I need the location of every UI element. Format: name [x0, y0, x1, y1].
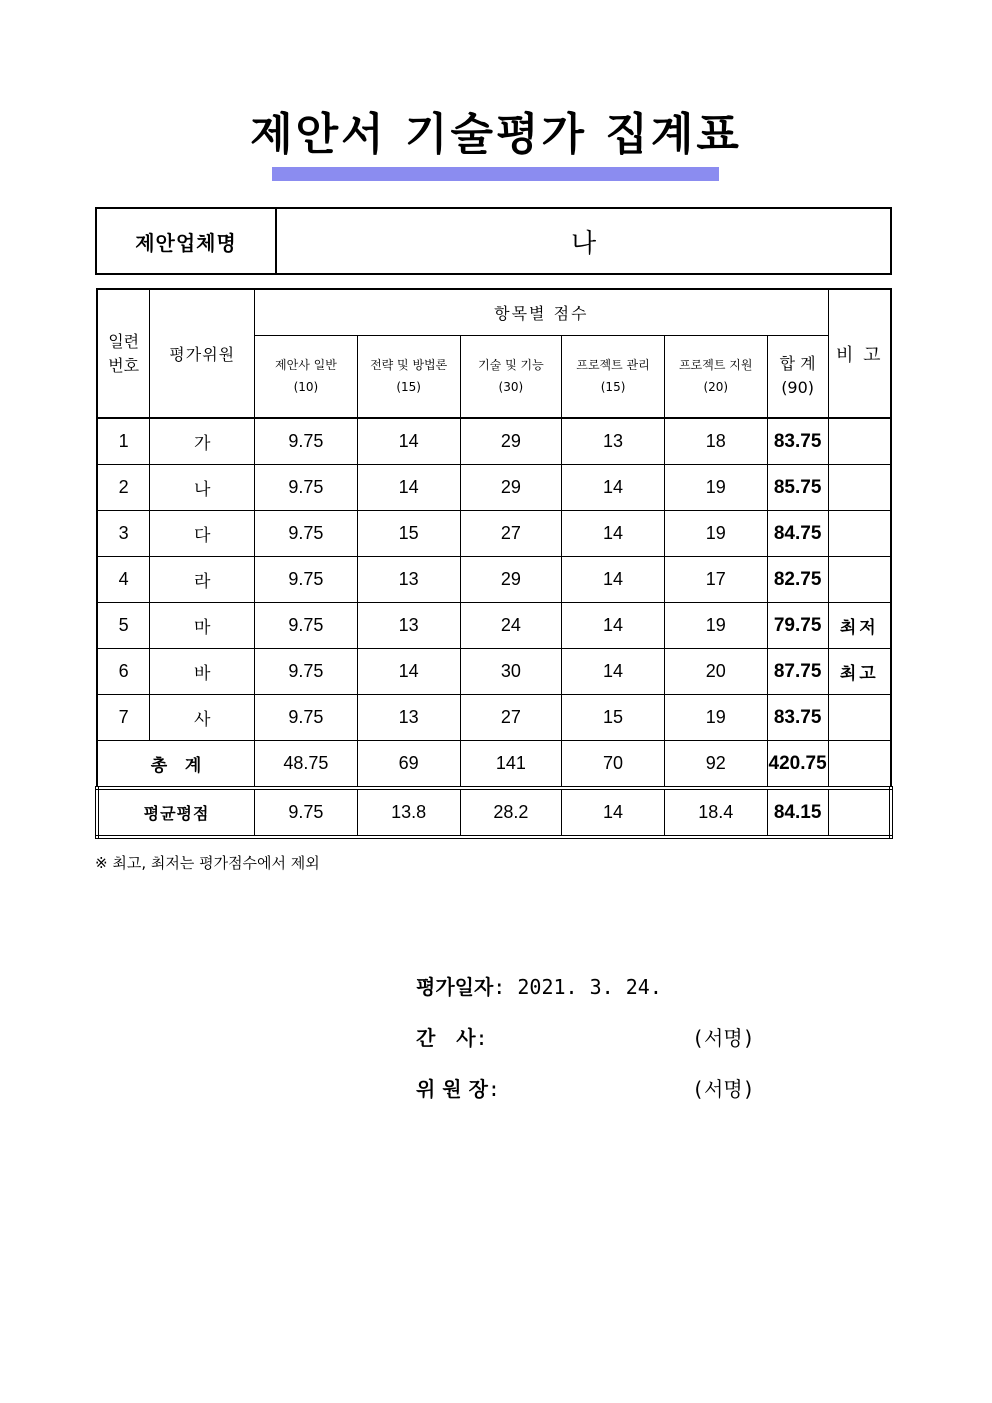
company-label: 제안업체명 [96, 208, 276, 274]
remark-cell [828, 418, 891, 465]
remark-cell [828, 695, 891, 741]
sum-cell: 87.75 [767, 649, 828, 695]
header-sum: 합 계 (90) [767, 335, 828, 418]
score-cell: 13 [357, 557, 460, 603]
score-cell: 30 [460, 649, 562, 695]
table-row [97, 465, 891, 511]
title-underline [272, 167, 719, 181]
remark-cell: 최저 [828, 603, 891, 649]
score-cell: 29 [460, 557, 562, 603]
average-score-cell: 28.2 [460, 788, 562, 837]
total-score-cell: 69 [357, 741, 460, 789]
score-cell: 19 [664, 695, 767, 741]
serial-no: 6 [97, 649, 150, 695]
company-name: 나 [276, 208, 891, 274]
table-row [97, 511, 891, 557]
serial-no: 1 [97, 418, 150, 465]
score-cell: 9.75 [255, 418, 358, 465]
average-row [97, 788, 891, 837]
score-table [95, 288, 893, 839]
serial-no: 5 [97, 603, 150, 649]
score-cell: 14 [562, 603, 665, 649]
remark-cell: 최고 [828, 649, 891, 695]
evaluator: 다 [150, 511, 255, 557]
sum-cell: 83.75 [767, 418, 828, 465]
evaluation-date-line [416, 971, 662, 1000]
score-cell: 9.75 [255, 649, 358, 695]
secretary-sign-mark: (서명) [692, 1026, 755, 1050]
evaluator: 나 [150, 465, 255, 511]
sum-cell: 83.75 [767, 695, 828, 741]
evaluator: 마 [150, 603, 255, 649]
remark-cell [828, 465, 891, 511]
average-label: 평균평점 [97, 788, 255, 837]
secretary-label: 간 사 [416, 1026, 476, 1050]
chair-line [416, 1073, 816, 1102]
footnote: ※ 최고, 최저는 평가점수에서 제외 [95, 854, 320, 872]
total-score-cell: 141 [460, 741, 562, 789]
serial-no: 2 [97, 465, 150, 511]
average-score-cell: 14 [562, 788, 665, 837]
score-cell: 19 [664, 511, 767, 557]
score-cell: 13 [357, 695, 460, 741]
header-item-scores: 항목별 점수 [255, 289, 829, 335]
serial-no: 3 [97, 511, 150, 557]
score-cell: 9.75 [255, 695, 358, 741]
header-item: 제안사 일반 (10) [255, 335, 358, 418]
score-cell: 14 [357, 465, 460, 511]
remark-cell [828, 557, 891, 603]
header-remarks: 비 고 [828, 289, 891, 418]
average-score-cell: 18.4 [664, 788, 767, 837]
table-row [97, 418, 891, 465]
score-cell: 24 [460, 603, 562, 649]
serial-no: 4 [97, 557, 150, 603]
total-label: 총 계 [97, 741, 255, 789]
score-cell: 9.75 [255, 557, 358, 603]
chair-colon: : [487, 1077, 500, 1101]
score-cell: 27 [460, 511, 562, 557]
score-cell: 14 [562, 465, 665, 511]
total-remark-cell [828, 741, 891, 789]
score-cell: 14 [562, 649, 665, 695]
score-cell: 13 [357, 603, 460, 649]
secretary-colon: : [475, 1026, 488, 1050]
page-title: 제안서 기술평가 집계표 [250, 109, 742, 160]
table-row [97, 649, 891, 695]
score-cell: 9.75 [255, 603, 358, 649]
score-cell: 15 [562, 695, 665, 741]
company-table [95, 207, 892, 275]
score-cell: 27 [460, 695, 562, 741]
remark-cell [828, 511, 891, 557]
secretary-line [416, 1022, 816, 1051]
score-cell: 29 [460, 418, 562, 465]
total-sum-cell: 420.75 [767, 741, 828, 789]
score-cell: 14 [357, 418, 460, 465]
score-cell: 14 [562, 557, 665, 603]
total-score-cell: 70 [562, 741, 665, 789]
score-cell: 13 [562, 418, 665, 465]
score-cell: 15 [357, 511, 460, 557]
header-serial-no: 일련 번호 [97, 289, 150, 418]
sum-cell: 85.75 [767, 465, 828, 511]
score-cell: 14 [357, 649, 460, 695]
average-score-cell: 9.75 [255, 788, 358, 837]
score-cell: 14 [562, 511, 665, 557]
score-cell: 29 [460, 465, 562, 511]
evaluation-date-label: 평가일자 [416, 975, 494, 999]
header-item: 프로젝트 지원 (20) [664, 335, 767, 418]
chair-label: 위 원 장 [416, 1077, 488, 1101]
evaluator: 가 [150, 418, 255, 465]
score-cell: 20 [664, 649, 767, 695]
header-evaluator: 평가위원 [150, 289, 255, 418]
table-row [97, 557, 891, 603]
sum-cell: 82.75 [767, 557, 828, 603]
score-cell: 9.75 [255, 465, 358, 511]
evaluator: 바 [150, 649, 255, 695]
average-sum-cell: 84.15 [767, 788, 828, 837]
serial-no: 7 [97, 695, 150, 741]
average-remark-cell [828, 788, 891, 837]
evaluator: 라 [150, 557, 255, 603]
score-cell: 9.75 [255, 511, 358, 557]
total-row [97, 741, 891, 789]
score-cell: 18 [664, 418, 767, 465]
total-score-cell: 48.75 [255, 741, 358, 789]
score-cell: 19 [664, 603, 767, 649]
sum-cell: 79.75 [767, 603, 828, 649]
sum-cell: 84.75 [767, 511, 828, 557]
header-item: 기술 및 기능 (30) [460, 335, 562, 418]
evaluation-date-value: : 2021. 3. 24. [493, 975, 662, 999]
evaluator: 사 [150, 695, 255, 741]
score-cell: 19 [664, 465, 767, 511]
header-item: 전략 및 방법론 (15) [357, 335, 460, 418]
chair-sign-mark: (서명) [692, 1077, 755, 1101]
header-item: 프로젝트 관리 (15) [562, 335, 665, 418]
total-score-cell: 92 [664, 741, 767, 789]
average-score-cell: 13.8 [357, 788, 460, 837]
table-row [97, 603, 891, 649]
table-row [97, 695, 891, 741]
score-cell: 17 [664, 557, 767, 603]
